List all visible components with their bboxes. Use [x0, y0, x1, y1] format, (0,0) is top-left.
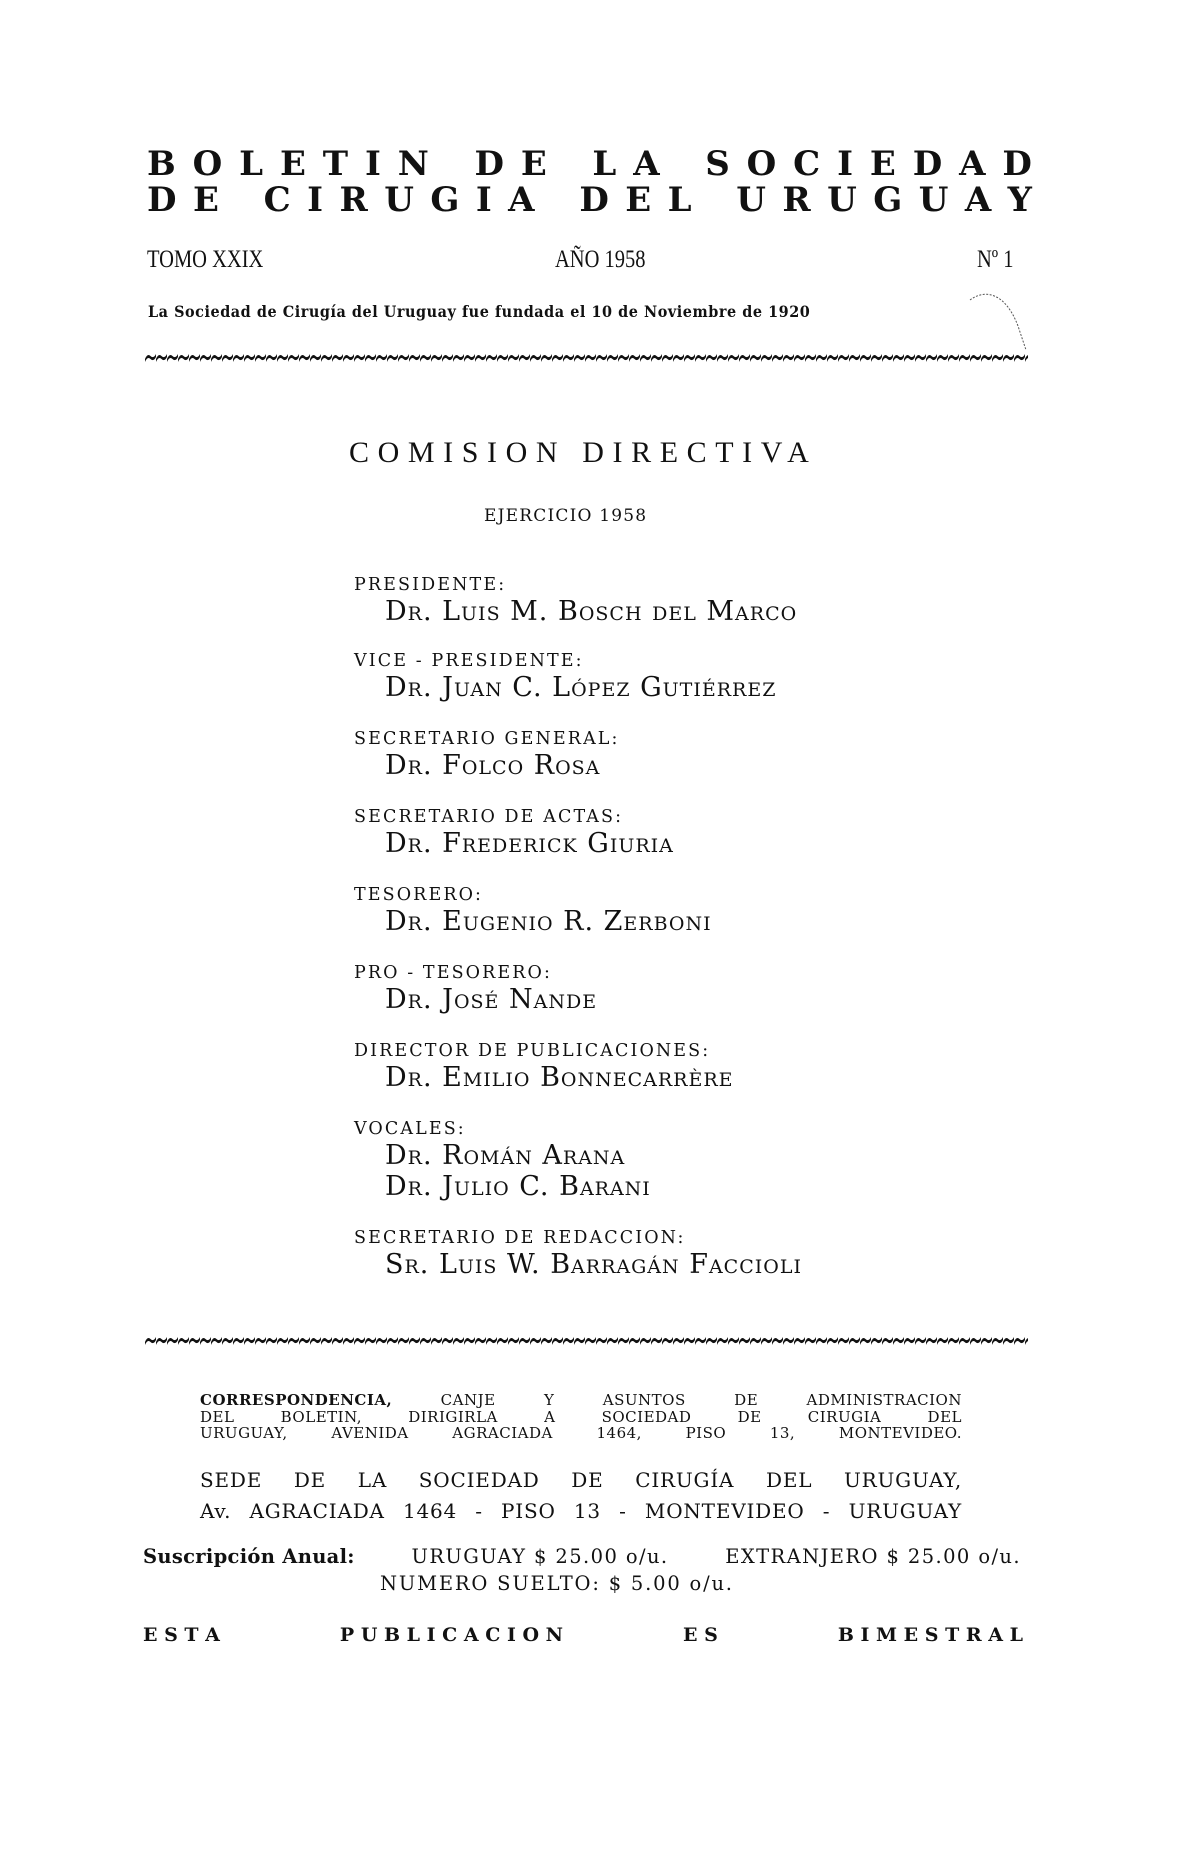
masthead-letter — [235, 182, 247, 218]
masthead-letter: D — [579, 180, 609, 220]
masthead-letter: A — [633, 144, 660, 184]
masthead-letter: I — [364, 144, 381, 184]
masthead-letter: I — [307, 180, 324, 220]
role-label-pro-tesorero: PRO - TESORERO: — [354, 963, 552, 983]
role-label-tesorero: TESORERO: — [354, 885, 484, 905]
masthead-letter — [564, 146, 576, 182]
masthead-letter: L — [667, 180, 692, 220]
issue-number: Nº 1 — [977, 246, 1014, 273]
member-name: Dr. Román Arana — [385, 1140, 626, 1171]
masthead-letter: D — [147, 180, 177, 220]
masthead-title-line-1 — [147, 146, 1032, 182]
year-label: AÑO 1958 — [555, 246, 646, 273]
headquarters-address: Av. AGRACIADA 1464 - PISO 13 - MONTEVIDEO - URUGUAY — [200, 1499, 962, 1523]
masthead-letter: U — [384, 180, 414, 220]
member-name: Dr. Juan C. López Gutiérrez — [385, 672, 777, 703]
masthead-letter: U — [918, 180, 949, 220]
correspondence-line-1 — [200, 1392, 962, 1409]
periodicity-word: E S — [683, 1624, 718, 1646]
founded-statement: La Sociedad de Cirugía del Uruguay fue fundada el 10 de Noviembre de 1920 — [148, 302, 811, 321]
role-label-vocales: VOCALES: — [354, 1119, 466, 1139]
masthead-letter: Y — [1007, 180, 1032, 220]
member-name: Dr. Julio C. Barani — [385, 1171, 651, 1202]
masthead-letter: N — [397, 144, 429, 184]
masthead-letter: G — [430, 180, 460, 220]
role-label-presidente: PRESIDENTE: — [354, 575, 507, 595]
periodicity-word: E S T A — [143, 1624, 220, 1646]
periodicity-word: P U B L I C A C I O N — [339, 1624, 564, 1646]
masthead-letter: C — [263, 180, 291, 220]
masthead-letter — [676, 146, 688, 182]
masthead-letter: A — [508, 180, 535, 220]
masthead-letter: I — [837, 144, 854, 184]
role-label-secretario-redaccion: SECRETARIO DE REDACCION: — [354, 1228, 686, 1248]
correspondence-text: CANJE Y ASUNTOS DE ADMINISTRACION — [440, 1391, 962, 1409]
masthead-letter: E — [625, 180, 652, 220]
volume-label: TOMO XXIX — [147, 246, 264, 273]
subscription-extranjero: EXTRANJERO $ 25.00 o/u. — [725, 1545, 1021, 1568]
masthead-letter: O — [746, 144, 777, 184]
ornamental-rule-bottom — [145, 1335, 1028, 1345]
masthead-letter: O — [192, 144, 223, 184]
masthead-letter — [551, 182, 563, 218]
role-label-secretario-actas: SECRETARIO DE ACTAS: — [354, 807, 624, 827]
masthead-letter: L — [592, 144, 617, 184]
masthead-letter: A — [959, 144, 986, 184]
role-label-director-publicaciones: DIRECTOR DE PUBLICACIONES: — [354, 1041, 711, 1061]
member-name: Dr. Frederick Giuria — [385, 828, 674, 859]
masthead-letter: T — [322, 144, 349, 184]
masthead-letter: R — [782, 180, 811, 220]
masthead-letter: E — [279, 144, 306, 184]
masthead-letter — [708, 182, 720, 218]
headquarters-line-1: SEDE DE LA SOCIEDAD DE CIRUGÍA DEL URUGUAY, — [200, 1468, 962, 1492]
masthead-letter: E — [520, 144, 547, 184]
masthead-letter: G — [873, 180, 903, 220]
masthead-letter: C — [793, 144, 821, 184]
member-name: Dr. Luis M. Bosch del Marco — [385, 596, 798, 627]
single-issue-price: NUMERO SUELTO: $ 5.00 o/u. — [380, 1572, 734, 1595]
masthead-title-line-2 — [147, 182, 1032, 218]
masthead-letter: L — [239, 144, 264, 184]
masthead-letter: U — [736, 180, 766, 220]
masthead-letter: E — [192, 180, 219, 220]
masthead-letter: E — [869, 144, 896, 184]
masthead-letter: D — [474, 144, 504, 184]
subscription-uruguay: URUGUAY $ 25.00 o/u. — [411, 1545, 669, 1568]
subscription-line — [143, 1545, 1021, 1569]
correspondence-label: CORRESPONDENCIA, — [200, 1391, 393, 1409]
role-label-vice-presidente: VICE - PRESIDENTE: — [354, 651, 584, 671]
masthead-letter: R — [339, 180, 368, 220]
periodicity-notice — [143, 1623, 1023, 1647]
masthead-letter — [446, 146, 458, 182]
masthead-letter: I — [475, 180, 492, 220]
section-title: COMISION DIRECTIVA — [349, 436, 818, 469]
ornamental-rule-top — [145, 352, 1028, 362]
member-name: Dr. Eugenio R. Zerboni — [385, 906, 712, 937]
masthead-letter: D — [912, 144, 943, 184]
correspondence-notice — [200, 1392, 962, 1442]
masthead-letter: A — [964, 180, 992, 220]
pencil-mark-icon — [968, 286, 1028, 356]
correspondence-line-2: DEL BOLETIN, DIRIGIRLA A SOCIEDAD DE CIRUGIA DEL — [200, 1407, 962, 1426]
member-name: Sr. Luis W. Barragán Faccioli — [385, 1249, 802, 1280]
masthead-letter: S — [705, 144, 730, 184]
member-name: Dr. Folco Rosa — [385, 750, 601, 781]
fiscal-year: EJERCICIO 1958 — [484, 506, 648, 526]
masthead-letter: U — [827, 180, 857, 220]
periodicity-word: B I M E S T R A L — [837, 1624, 1023, 1646]
subscription-label: Suscripción Anual: — [143, 1545, 355, 1568]
masthead-letter: B — [147, 144, 176, 184]
masthead-letter: D — [1002, 144, 1032, 184]
correspondence-line-3: URUGUAY, AVENIDA AGRACIADA 1464, PISO 13, MONTEVIDEO. — [200, 1424, 962, 1442]
member-name: Dr. José Nande — [385, 984, 598, 1015]
role-label-secretario-general: SECRETARIO GENERAL: — [354, 729, 620, 749]
member-name: Dr. Emilio Bonnecarrère — [385, 1062, 734, 1093]
